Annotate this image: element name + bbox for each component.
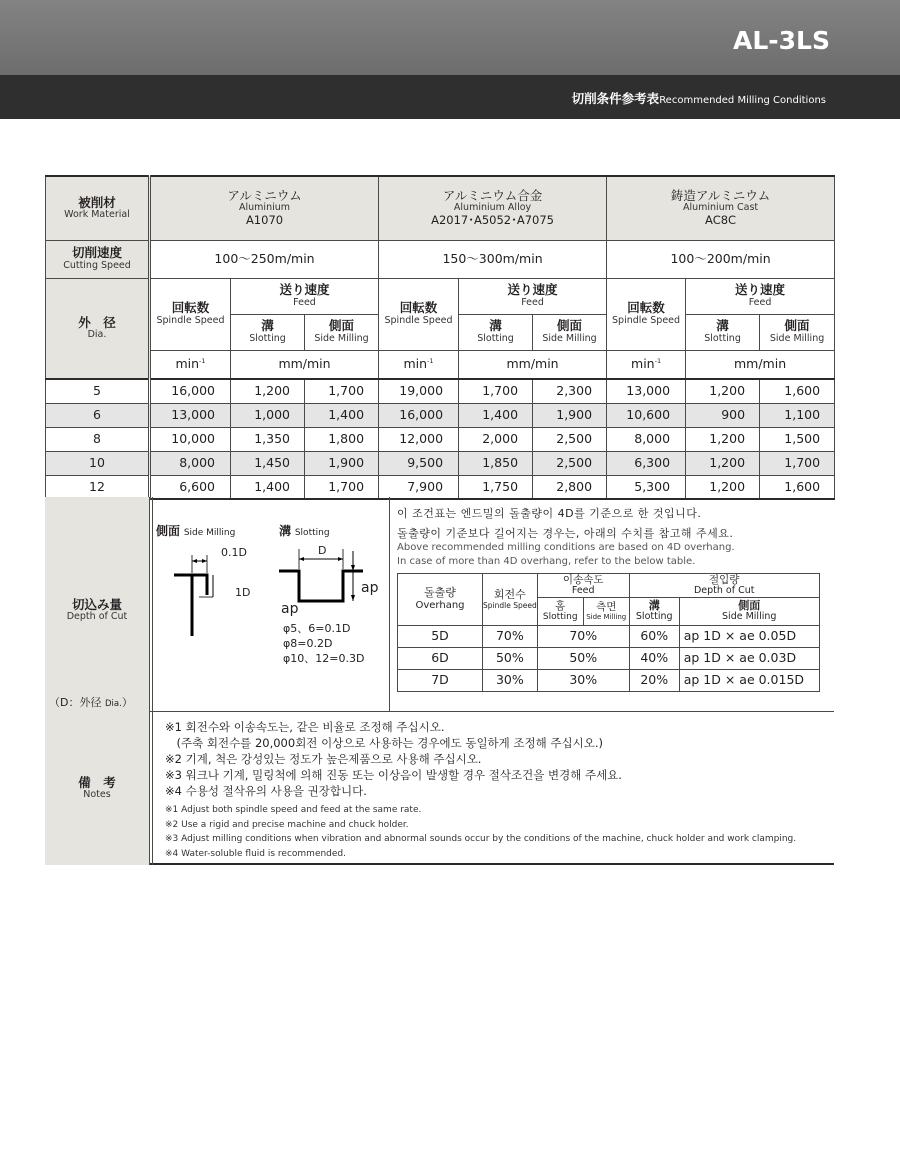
cutting-speed-label: 切削速度 [71,245,122,261]
feed-cell: 50% [537,647,629,669]
side-feed-cell: 1,100 [760,403,835,427]
unit-mm: mm/min [686,350,835,379]
cutting-speed-header [46,240,150,278]
note-line: (주축 회전수를 20,000회전 이상으로 사용하는 경우에도 동일하게 조정해 주십시오.) [165,736,603,750]
dia-cell: 10 [46,451,150,475]
overhang-info-ko-1: 이 조건표는 엔드밀의 돌출량이 4D를 기준으로 한 것입니다. [397,507,702,520]
speed-header [483,574,538,626]
overhang-row [398,647,820,669]
subtitle-en: Recommended Milling Conditions [659,95,826,106]
doc-header [629,574,819,598]
dia-label-en: Dia. [87,328,107,340]
page-subtitle [572,89,826,107]
notes-header [45,712,149,865]
slot-dim-width: D [318,544,327,557]
slotting-header [459,314,533,350]
depth-of-cut-section [45,497,834,712]
slot-note: φ8=0.2D [283,637,333,650]
slotting-feed-cell: 1,350 [231,427,305,451]
spindle-speed-cell: 16,000 [150,379,231,403]
note-line: ※2 Use a rigid and precise machine and chuck holder. [165,819,409,830]
side-title-en: Side Milling [183,528,236,538]
spindle-speed-cell: 8,000 [150,451,231,475]
spindle-speed-cell: 5,300 [607,475,686,499]
slot-note: φ5、6=0.1D [283,622,351,635]
dia-note-close: ） [121,696,133,709]
side-dim-width: 0.1D [221,546,247,559]
unit-min-text: min [403,356,428,372]
speed-cell: 30% [483,669,538,691]
depth-of-cut-header [45,497,149,712]
doc-slot-cell: 60% [629,625,679,647]
side-milling-header [760,314,835,350]
work-material-label: 被削材 [78,194,116,210]
dia-note-en: Dia. [104,699,122,709]
overhang-cell: 6D [398,647,483,669]
spindle-speed-cell: 13,000 [150,403,231,427]
side-label-en: Side Milling [769,332,825,344]
feed-cell: 30% [537,669,629,691]
unit-min-sup: -1 [199,357,206,366]
side-label-en: Side Milling [542,332,597,344]
table-row [46,379,835,403]
depth-of-cut-label-en: Depth of Cut [66,611,128,622]
work-material-label-en: Work Material [64,208,130,220]
column-divider [149,497,153,712]
feed-label-en: Feed [748,296,772,308]
column-divider [149,712,153,865]
feed-header [686,278,835,314]
cutting-speed-value: 100～200m/min [607,240,835,278]
material-jp: アルミニウム [227,187,302,203]
side-feed-cell: 1,900 [305,451,379,475]
material-grade: A2017･A5052･A7075 [431,213,554,228]
overhang-header-ko: 돌출량 [424,586,456,600]
side-feed-cell: 1,800 [305,427,379,451]
slotting-feed-cell: 1,200 [686,427,760,451]
side-feed-cell: 1,600 [760,379,835,403]
side-feed-cell: 2,500 [533,451,607,475]
subtitle-jp: 切削条件参考表 [571,91,660,106]
feed-cell: 70% [537,625,629,647]
milling-conditions-table [45,175,834,500]
spindle-speed-header [607,278,686,350]
side-feed-cell: 1,700 [305,475,379,499]
slotting-feed-cell: 1,450 [231,451,305,475]
spindle-label: 回転数 [399,300,438,316]
spindle-label-en: Spindle Speed [612,314,681,326]
doc-slot-header [629,597,679,625]
slotting-feed-cell: 1,750 [459,475,533,499]
material-grade: AC8C [705,213,737,228]
doc-slot-cell: 40% [629,647,679,669]
note-line: ※1 회전수와 이송속도는, 같은 비율로 조정해 주십시오. [165,720,445,734]
product-code: AL-3LS [733,26,830,55]
spindle-speed-cell: 12,000 [379,427,459,451]
feed-side-header [583,597,629,625]
spindle-label-en: Spindle Speed [156,314,225,326]
doc-side-cell: ap 1D × ae 0.03D [679,647,819,669]
dia-header [46,278,150,379]
table-row [46,403,835,427]
spindle-speed-cell: 16,000 [379,403,459,427]
notes-label: 備 考 [78,775,116,790]
speed-cell: 50% [483,647,538,669]
feed-label: 送り速度 [507,282,558,298]
doc-side-header [679,597,819,625]
material-jp: 鋳造アルミニウム [670,187,771,203]
slot-ap-side: ap [361,580,379,596]
spindle-label-en: Spindle Speed [384,314,453,326]
feed-slot-en: Slotting [542,612,578,623]
slotting-feed-cell: 1,400 [231,475,305,499]
note-line: ※2 기계, 척은 강성있는 정도가 높은제품으로 사용해 주십시오. [165,752,482,766]
note-line: ※1 Adjust both spindle speed and feed at the same rate. [165,805,422,815]
doc-header-en: Depth of Cut [693,585,755,597]
overhang-cell: 7D [398,669,483,691]
cutting-speed-label-en: Cutting Speed [63,259,131,271]
slotting-header [231,314,305,350]
dia-cell: 8 [46,427,150,451]
feed-slot-ko: 홈 [555,600,566,613]
notes-english [165,803,796,861]
dia-note [49,694,133,710]
speed-header-en: Spindle Speed [483,600,537,610]
overhang-cell: 5D [398,625,483,647]
unit-min-sup: -1 [654,357,662,366]
side-feed-cell: 2,300 [533,379,607,403]
slotting-feed-cell: 1,200 [231,379,305,403]
cutting-speed-value: 100～250m/min [150,240,379,278]
feed-header [537,574,629,598]
note-line: ※4 수용성 절삭유의 사용을 권장합니다. [165,784,367,798]
material-aluminium-cast [607,176,835,240]
material-en: Aluminium [239,202,291,214]
side-feed-cell: 1,700 [305,379,379,403]
overhang-row [398,625,820,647]
notes-korean [165,719,622,799]
unit-min-sup: -1 [427,357,434,366]
slot-ap-bottom: ap [281,601,299,617]
side-feed-cell: 1,400 [305,403,379,427]
unit-min [607,350,686,379]
dia-cell: 6 [46,403,150,427]
slotting-feed-cell: 1,000 [231,403,305,427]
doc-header-ko: 절입량 [709,574,740,586]
side-feed-cell: 1,700 [760,451,835,475]
slot-label-en: Slotting [704,332,741,344]
slot-label: 溝 [261,318,274,334]
slot-label-en: Slotting [477,332,514,344]
slot-depth-notes [283,621,364,666]
side-feed-cell: 1,600 [760,475,835,499]
side-label-en: Side Milling [314,332,369,344]
dia-cell: 12 [46,475,150,499]
slot-label-en: Slotting [249,332,286,344]
notes-label-en: Notes [83,789,111,800]
doc-side-cell: ap 1D × ae 0.05D [679,625,819,647]
spindle-label: 回転数 [627,300,665,316]
spindle-speed-cell: 9,500 [379,451,459,475]
doc-side-cell: ap 1D × ae 0.015D [679,669,819,691]
unit-mm: mm/min [231,350,379,379]
feed-label: 送り速度 [279,282,330,298]
spindle-speed-header [150,278,231,350]
feed-header-ko: 이송속도 [562,574,604,586]
side-label: 側面 [557,318,583,334]
slot-title-jp: 溝 [279,524,292,538]
side-milling-header [305,314,379,350]
doc-slot-jp: 溝 [648,598,660,612]
spindle-speed-cell: 6,300 [607,451,686,475]
feed-side-en: Side Milling [586,613,627,622]
side-label: 側面 [784,318,810,334]
unit-mm: mm/min [459,350,607,379]
feed-slot-header [537,597,583,625]
feed-side-ko: 측면 [596,601,617,614]
slot-label: 溝 [489,318,502,334]
feed-header-en: Feed [571,585,595,597]
spindle-speed-cell: 8,000 [607,427,686,451]
work-material-header [46,176,150,240]
slotting-feed-cell: 1,850 [459,451,533,475]
slotting-feed-cell: 1,200 [686,379,760,403]
spindle-speed-cell: 13,000 [607,379,686,403]
side-dim-height: 1D [235,586,251,599]
material-aluminium [150,176,379,240]
speed-cell: 70% [483,625,538,647]
note-line: ※3 워크나 기계, 밀링척에 의해 진동 또는 이상음이 발생할 경우 절삭조건을 변경해 주세요. [165,768,622,782]
material-aluminium-alloy [379,176,607,240]
unit-min-text: min [175,356,200,372]
unit-min-text: min [631,356,655,372]
side-milling-header [533,314,607,350]
spindle-speed-header [379,278,459,350]
spindle-speed-cell: 10,000 [150,427,231,451]
slotting-feed-cell: 1,200 [686,451,760,475]
slotting-title [279,522,330,539]
slotting-feed-cell: 900 [686,403,760,427]
table-row [46,427,835,451]
slotting-feed-cell: 1,400 [459,403,533,427]
slotting-feed-cell: 1,700 [459,379,533,403]
overhang-header-en: Overhang [415,600,465,612]
slot-note: φ10、12=0.3D [283,652,365,665]
feed-header [231,278,379,314]
side-feed-cell: 2,800 [533,475,607,499]
spindle-label: 回転数 [171,300,210,316]
overhang-info-en-1: Above recommended milling conditions are based on 4D overhang. [397,542,735,553]
doc-side-en: Side Milling [722,611,777,623]
side-label: 側面 [329,318,355,334]
feed-header [459,278,607,314]
cutting-speed-value: 150～300m/min [379,240,607,278]
slot-title-en: Slotting [294,528,330,538]
side-feed-cell: 2,500 [533,427,607,451]
spindle-speed-cell: 6,600 [150,475,231,499]
side-title-jp: 側面 [156,524,181,538]
material-en: Aluminium Cast [682,202,759,214]
feed-label: 送り速度 [735,282,786,298]
doc-slot-cell: 20% [629,669,679,691]
doc-slot-en: Slotting [635,611,673,623]
note-line: ※4 Water-soluble fluid is recommended. [165,848,347,859]
dia-label: 外 径 [78,314,116,330]
side-feed-cell: 1,500 [760,427,835,451]
spindle-speed-cell: 10,600 [607,403,686,427]
unit-min [150,350,231,379]
spindle-speed-cell: 19,000 [379,379,459,403]
feed-label-en: Feed [521,296,544,308]
table-row [46,451,835,475]
slot-label: 溝 [716,318,729,334]
notes-section [45,712,834,865]
material-jp: アルミニウム合金 [442,187,543,203]
overhang-row [398,669,820,691]
material-en: Aluminium Alloy [453,202,532,214]
overhang-table [397,573,820,692]
overhang-info-ko-2: 돌출량이 기준보다 길어지는 경우는, 아래의 수치를 참고해 주세요. [397,527,734,540]
overhang-header [398,574,483,626]
depth-of-cut-label: 切込み量 [71,597,122,612]
doc-side-jp: 側面 [738,598,761,612]
dia-note-jp: （D：外径 [49,696,102,709]
section-separator [389,497,390,712]
overhang-info-en-2: In case of more than 4D overhang, refer to the below table. [397,556,696,567]
note-line: ※3 Adjust milling conditions when vibration and abnormal sounds occur by the conditions of the machine, chuck holder and work clamping. [165,834,797,844]
spindle-speed-cell: 7,900 [379,475,459,499]
table-row [46,475,835,499]
speed-header-ko: 회전수 [493,587,526,601]
slotting-feed-cell: 1,200 [686,475,760,499]
side-feed-cell: 1,900 [533,403,607,427]
unit-min [379,350,459,379]
feed-label-en: Feed [293,296,316,308]
material-grade: A1070 [245,213,284,228]
side-milling-title [156,522,235,539]
slotting-feed-cell: 2,000 [459,427,533,451]
dia-cell: 5 [46,379,150,403]
slotting-header [686,314,760,350]
